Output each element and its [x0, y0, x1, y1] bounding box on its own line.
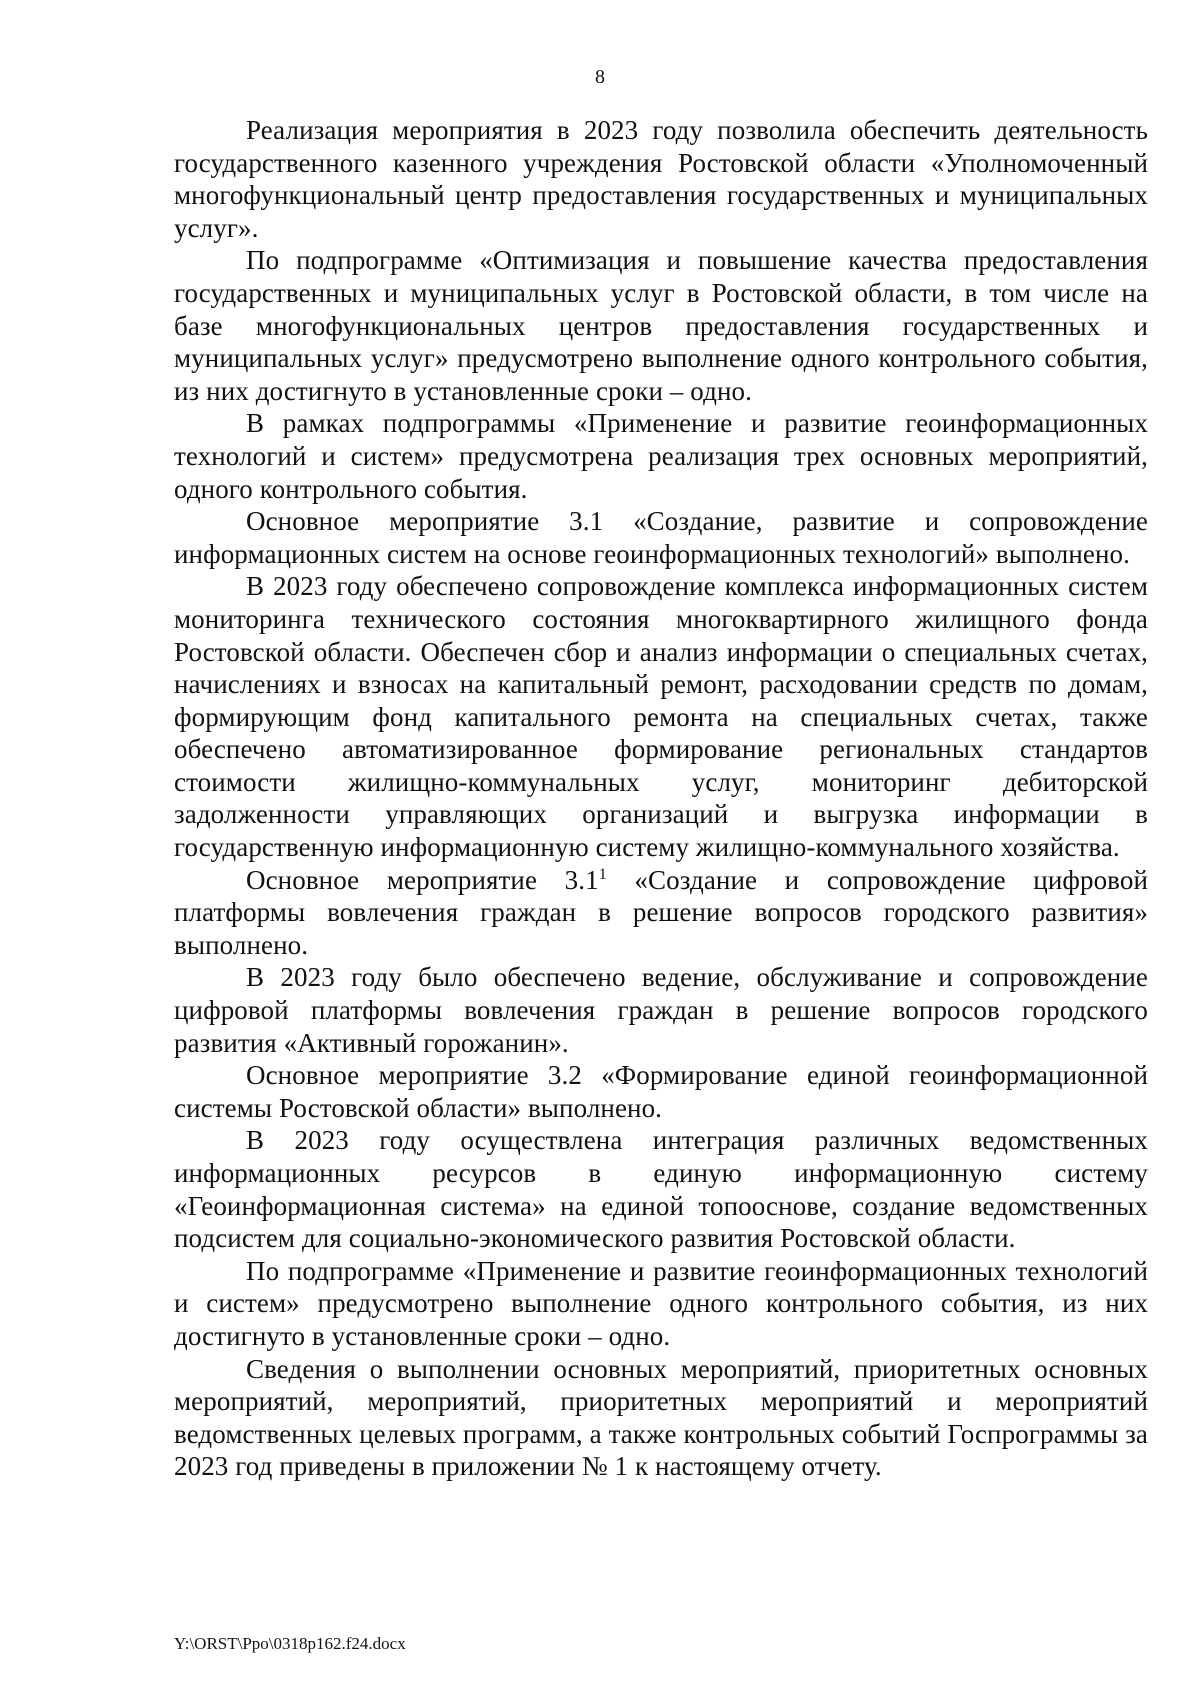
paragraph-housing-monitoring: В 2023 году обеспечено сопровождение комплекса информационных систем мониторинга технического состояния многоквартирного жилищного фонда Ростовской области. Обеспечен сбор и анализ информации о специальных счетах, начислениях и взносах на капитальный ремонт, расходовании средств по домам, формирующим фонд капитального ремонта на специальных счетах, также обеспечено автоматизированное формирование региональных стандартов стоимости жилищно-коммунальных услуг, мониторинг дебиторской задолженности управляющих организаций и выгрузка информации в государственную информационную систему жилищно-коммунального хозяйства.	[174, 571, 1148, 863]
footer-file-path: Y:\ORST\Ppo\0318p162.f24.docx	[174, 1634, 406, 1653]
paragraph-subprogram-geoinformation: В рамках подпрограммы «Применение и развитие геоинформационных технологий и систем» предусмотрена реализация трех основных мероприятий, одного контрольного события.	[174, 408, 1148, 504]
paragraph-appendix-reference: Сведения о выполнении основных мероприятий, приоритетных основных мероприятий, мероприятий, приоритетных мероприятий и мероприятий ведомственных целевых программ, а также контрольных событий Госпрограммы за 2023 год приведены в приложении № 1 к настоящему отчету.	[174, 1353, 1148, 1482]
paragraph-subprogram-optimization: По подпрограмме «Оптимизация и повышение качества предоставления государственных и муниципальных услуг в Ростовской области, в том числе на базе многофункциональных центров предоставления государственных и муниципальных услуг» предусмотрено выполнение одного контрольного события, из них достигнуто в установленные сроки – одно.	[174, 245, 1148, 406]
measure-3-1-1-prefix: Основное мероприятие 3.1	[246, 864, 599, 895]
measure-3-1-1-suffix: «Создание и сопровождение цифровой платформы вовлечения граждан в решение вопросов городского развития» выполнено.	[174, 864, 1148, 960]
paragraph-measure-3-2: Основное мероприятие 3.2 «Формирование единой геоинформационной системы Ростовской области» выполнено.	[174, 1060, 1148, 1123]
paragraph-measure-3-1: Основное мероприятие 3.1 «Создание, развитие и сопровождение информационных систем на основе геоинформационных технологий» выполнено.	[174, 506, 1148, 569]
page-number: 8	[595, 66, 605, 88]
superscript-index: 1	[598, 865, 607, 883]
document-body	[174, 114, 1148, 1483]
paragraph-active-citizen: В 2023 году было обеспечено ведение, обслуживание и сопровождение цифровой платформы вовлечения граждан в решение вопросов городского развития «Активный горожанин».	[174, 962, 1148, 1058]
paragraph-mfc-activity: Реализация мероприятия в 2023 году позволила обеспечить деятельность государственного казенного учреждения Ростовской области «Уполномоченный многофункциональный центр предоставления государственных и муниципальных услуг».	[174, 115, 1148, 243]
paragraph-control-event: По подпрограмме «Применение и развитие геоинформационных технологий и систем» предусмотрено выполнение одного контрольного события, из них достигнуто в установленные сроки – одно.	[174, 1255, 1148, 1351]
paragraph-integration: В 2023 году осуществлена интеграция различных ведомственных информационных ресурсов в единую информационную систему «Геоинформационная система» на единой топооснове, создание ведомственных подсистем для социально-экономического развития Ростовской области.	[174, 1125, 1148, 1254]
paragraph-measure-3-1-1	[174, 864, 1148, 962]
